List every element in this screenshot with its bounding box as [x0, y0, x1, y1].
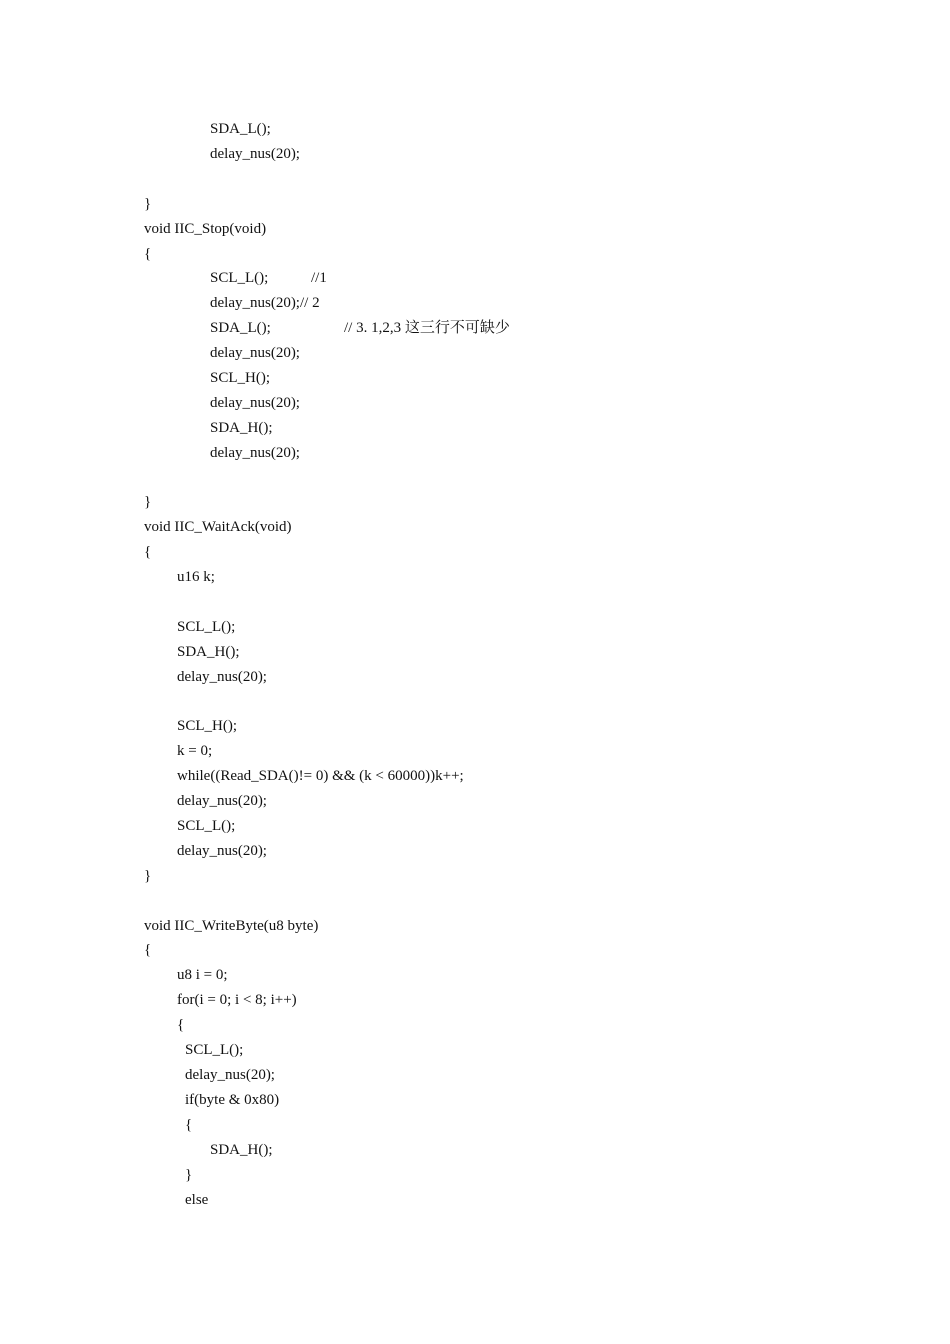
function-signature: void IIC_WaitAck(void) — [144, 519, 292, 535]
code-line: } — [144, 196, 152, 212]
code-line: for(i = 0; i < 8; i++) — [177, 992, 297, 1008]
code-line: delay_nus(20); — [177, 793, 267, 809]
code-line: else — [185, 1192, 209, 1208]
code-line: { — [144, 942, 152, 958]
code-line: } — [144, 494, 152, 510]
code-line: delay_nus(20); — [177, 669, 267, 685]
code-line: } — [185, 1167, 193, 1183]
code-line: SCL_H(); — [210, 370, 270, 386]
code-line: delay_nus(20); — [185, 1067, 275, 1083]
code-line: { — [144, 544, 152, 560]
code-line: { — [185, 1117, 193, 1133]
code-line: while((Read_SDA()!= 0) && (k < 60000))k++; — [177, 768, 464, 784]
code-line: if(byte & 0x80) — [185, 1092, 280, 1108]
code-line: delay_nus(20); — [177, 843, 267, 859]
code-line: delay_nus(20); — [210, 445, 300, 461]
code-line: { — [144, 246, 152, 262]
code-line: delay_nus(20); — [210, 345, 300, 361]
code-line: { — [177, 1017, 185, 1033]
code-comment: // 3. 1,2,3 这三行不可缺少 — [344, 320, 510, 336]
function-signature: void IIC_Stop(void) — [144, 221, 267, 237]
code-line: } — [144, 868, 152, 884]
code-line: delay_nus(20); — [210, 395, 300, 411]
code-line: SDA_H(); — [210, 420, 273, 436]
code-line: delay_nus(20); — [210, 146, 300, 162]
code-line: SDA_H(); — [177, 644, 240, 660]
code-line: u16 k; — [177, 569, 215, 585]
code-line: k = 0; — [177, 743, 213, 759]
code-line: u8 i = 0; — [177, 967, 228, 983]
code-line: SCL_L(); — [210, 270, 269, 286]
code-line: SCL_H(); — [177, 718, 237, 734]
function-signature: void IIC_WriteByte(u8 byte) — [144, 918, 319, 934]
code-line: SDA_L(); — [210, 320, 271, 336]
code-line: delay_nus(20);// 2 — [210, 295, 320, 311]
code-line: SDA_L(); — [210, 121, 271, 137]
code-line: SCL_L(); — [185, 1042, 244, 1058]
code-line: SDA_H(); — [210, 1142, 273, 1158]
code-line: SCL_L(); — [177, 818, 236, 834]
code-comment: //1 — [311, 270, 327, 286]
code-line: SCL_L(); — [177, 619, 236, 635]
